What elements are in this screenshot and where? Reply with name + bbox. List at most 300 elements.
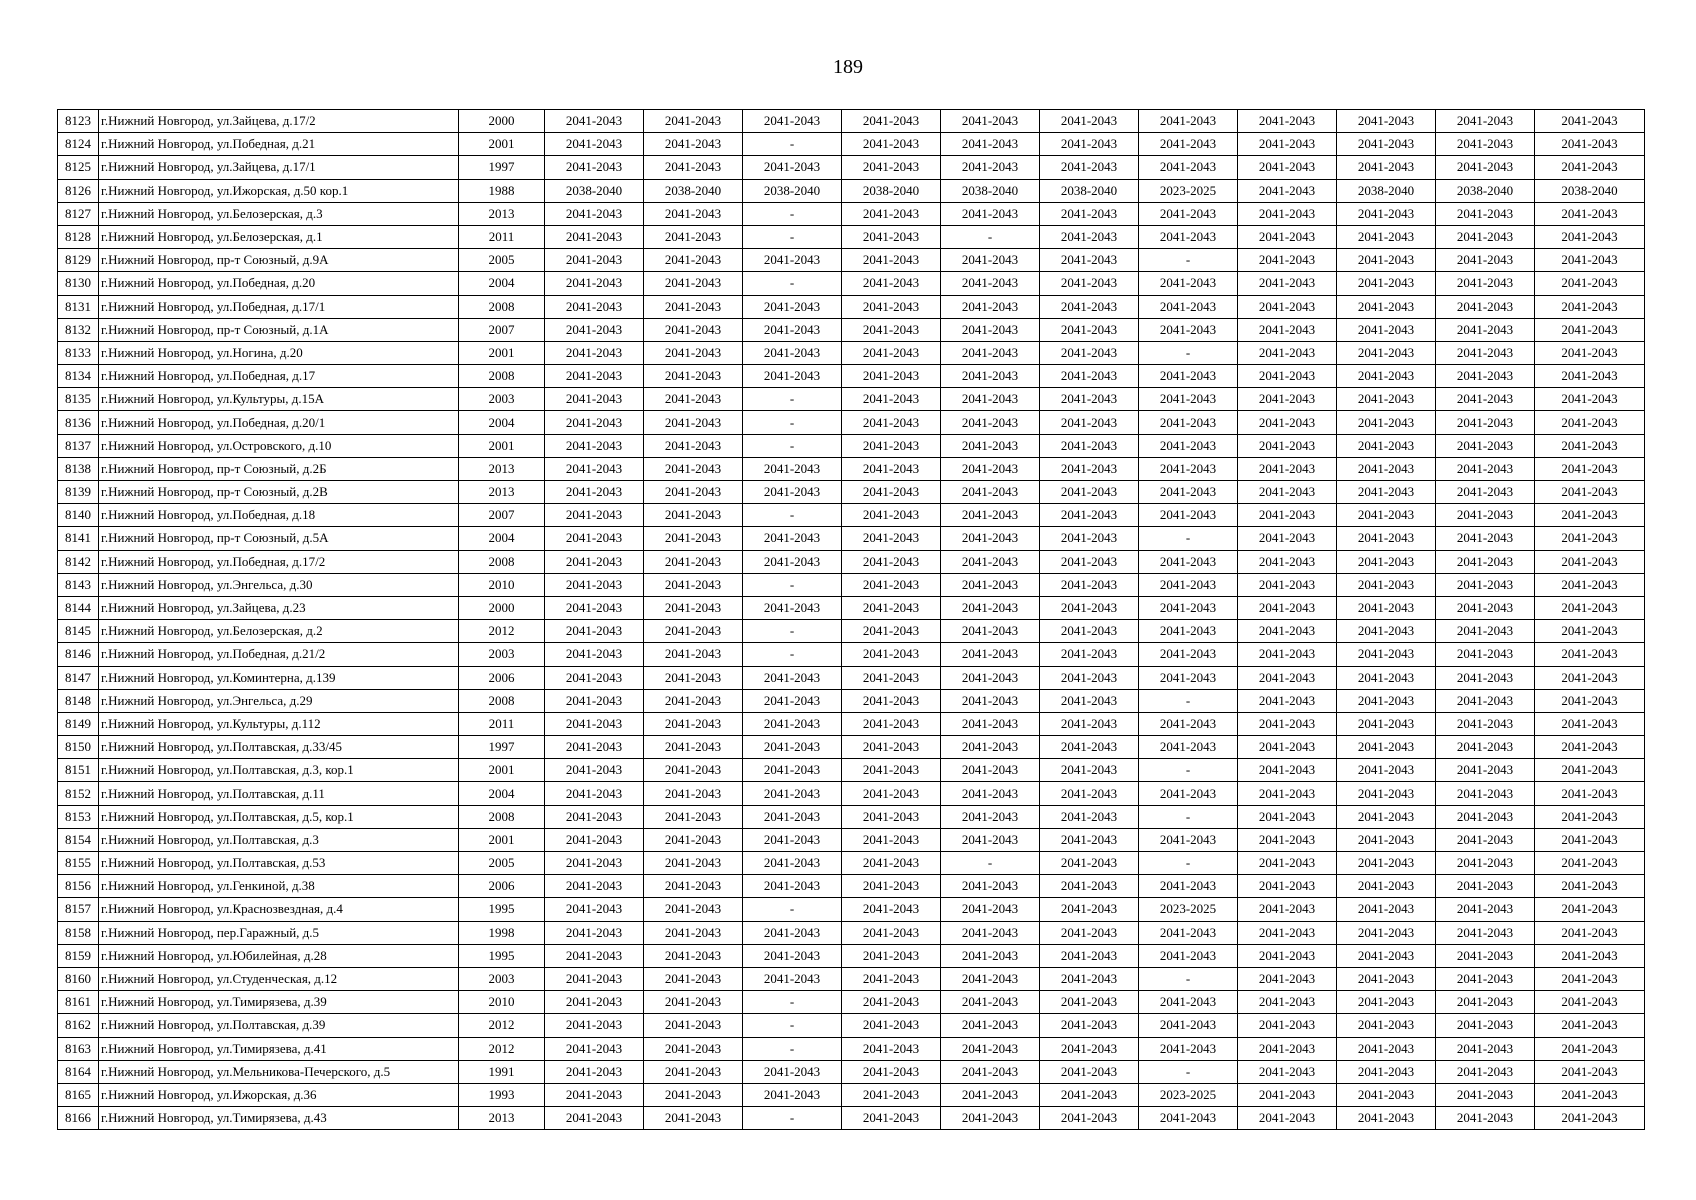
repair-period-cell: 2041-2043 <box>1436 875 1535 898</box>
repair-period-cell: 2041-2043 <box>842 991 941 1014</box>
repair-period-cell: 2041-2043 <box>743 944 842 967</box>
row-number-cell: 8124 <box>58 133 99 156</box>
repair-period-cell: 2041-2043 <box>1436 898 1535 921</box>
table-row <box>58 921 1645 944</box>
row-number-cell: 8136 <box>58 411 99 434</box>
repair-period-cell: 2041-2043 <box>1337 1083 1436 1106</box>
repair-period-cell: 2041-2043 <box>1436 1060 1535 1083</box>
repair-period-cell: 2023-2025 <box>1139 179 1238 202</box>
year-built-cell: 2004 <box>459 272 545 295</box>
repair-period-cell: 2041-2043 <box>842 666 941 689</box>
repair-period-cell: 2041-2043 <box>1238 991 1337 1014</box>
repair-period-cell: - <box>743 620 842 643</box>
repair-period-cell: 2041-2043 <box>1535 225 1645 248</box>
table-row <box>58 967 1645 990</box>
repair-period-cell: 2041-2043 <box>1139 736 1238 759</box>
repair-period-cell: 2041-2043 <box>1139 573 1238 596</box>
repair-period-cell: 2041-2043 <box>842 1037 941 1060</box>
repair-period-cell: 2041-2043 <box>941 1014 1040 1037</box>
repair-period-cell: 2041-2043 <box>1337 921 1436 944</box>
address-cell: г.Нижний Новгород, ул.Культуры, д.112 <box>99 712 459 735</box>
year-built-cell: 2004 <box>459 527 545 550</box>
repair-period-cell: 2023-2025 <box>1139 1083 1238 1106</box>
repair-period-cell: 2041-2043 <box>1436 225 1535 248</box>
repair-period-cell: 2041-2043 <box>1436 504 1535 527</box>
row-number-cell: 8126 <box>58 179 99 202</box>
repair-period-cell: 2041-2043 <box>1337 944 1436 967</box>
repair-period-cell: 2041-2043 <box>743 527 842 550</box>
repair-period-cell: - <box>743 991 842 1014</box>
table-row <box>58 295 1645 318</box>
address-cell: г.Нижний Новгород, ул.Полтавская, д.3, кор.1 <box>99 759 459 782</box>
year-built-cell: 1988 <box>459 179 545 202</box>
year-built-cell: 2008 <box>459 365 545 388</box>
repair-period-cell: 2041-2043 <box>1337 388 1436 411</box>
repair-period-cell: 2041-2043 <box>941 782 1040 805</box>
repair-period-cell: 2041-2043 <box>1238 550 1337 573</box>
repair-period-cell: 2041-2043 <box>1337 898 1436 921</box>
repair-period-cell: 2041-2043 <box>644 1107 743 1130</box>
repair-period-cell: 2041-2043 <box>842 272 941 295</box>
repair-period-cell: 2041-2043 <box>941 434 1040 457</box>
address-cell: г.Нижний Новгород, ул.Зайцева, д.17/1 <box>99 156 459 179</box>
address-cell: г.Нижний Новгород, ул.Ногина, д.20 <box>99 341 459 364</box>
repair-period-cell: 2041-2043 <box>1040 944 1139 967</box>
repair-period-cell: 2041-2043 <box>1436 689 1535 712</box>
repair-period-cell: - <box>743 1037 842 1060</box>
repair-period-cell: 2041-2043 <box>941 504 1040 527</box>
repair-period-cell: 2041-2043 <box>1139 991 1238 1014</box>
repair-period-cell: 2041-2043 <box>941 1060 1040 1083</box>
address-cell: г.Нижний Новгород, ул.Победная, д.17 <box>99 365 459 388</box>
row-number-cell: 8143 <box>58 573 99 596</box>
row-number-cell: 8125 <box>58 156 99 179</box>
repair-period-cell: 2041-2043 <box>1337 666 1436 689</box>
address-cell: г.Нижний Новгород, ул.Мельникова-Печерского, д.5 <box>99 1060 459 1083</box>
year-built-cell: 2008 <box>459 805 545 828</box>
repair-period-cell: 2038-2040 <box>1040 179 1139 202</box>
table-row <box>58 991 1645 1014</box>
repair-period-cell: 2041-2043 <box>1436 596 1535 619</box>
repair-period-cell: 2041-2043 <box>1139 225 1238 248</box>
address-cell: г.Нижний Новгород, ул.Победная, д.17/2 <box>99 550 459 573</box>
repair-period-cell: 2041-2043 <box>1238 341 1337 364</box>
address-cell: г.Нижний Новгород, ул.Полтавская, д.39 <box>99 1014 459 1037</box>
repair-period-cell: 2041-2043 <box>644 828 743 851</box>
repair-period-cell: 2041-2043 <box>842 527 941 550</box>
repair-period-cell: 2041-2043 <box>1238 434 1337 457</box>
repair-period-cell: 2041-2043 <box>941 411 1040 434</box>
address-cell: г.Нижний Новгород, ул.Зайцева, д.17/2 <box>99 110 459 133</box>
repair-period-cell: 2041-2043 <box>545 944 644 967</box>
repair-period-cell: 2041-2043 <box>1535 805 1645 828</box>
repair-period-cell: 2041-2043 <box>644 411 743 434</box>
repair-period-cell: 2041-2043 <box>1436 1083 1535 1106</box>
repair-period-cell: 2041-2043 <box>1436 272 1535 295</box>
repair-period-cell: 2041-2043 <box>644 156 743 179</box>
repair-period-cell: 2041-2043 <box>1436 782 1535 805</box>
repair-period-cell: 2041-2043 <box>1535 596 1645 619</box>
repair-period-cell: 2041-2043 <box>1436 666 1535 689</box>
repair-period-cell: 2041-2043 <box>1139 110 1238 133</box>
repair-period-cell: 2041-2043 <box>545 434 644 457</box>
address-cell: г.Нижний Новгород, ул.Юбилейная, д.28 <box>99 944 459 967</box>
repair-period-cell: 2041-2043 <box>842 388 941 411</box>
table-row <box>58 365 1645 388</box>
repair-period-cell: 2041-2043 <box>842 596 941 619</box>
table-row <box>58 504 1645 527</box>
address-cell: г.Нижний Новгород, ул.Островского, д.10 <box>99 434 459 457</box>
table-row <box>58 481 1645 504</box>
table-row <box>58 527 1645 550</box>
repair-period-cell: 2041-2043 <box>1139 202 1238 225</box>
repair-period-cell: 2041-2043 <box>1040 828 1139 851</box>
repair-period-cell: 2041-2043 <box>1436 967 1535 990</box>
repair-period-cell: 2041-2043 <box>941 272 1040 295</box>
repair-period-cell: 2041-2043 <box>1535 1037 1645 1060</box>
row-number-cell: 8158 <box>58 921 99 944</box>
repair-period-cell: 2038-2040 <box>941 179 1040 202</box>
repair-period-cell: 2041-2043 <box>743 828 842 851</box>
table-row <box>58 249 1645 272</box>
repair-period-cell: 2041-2043 <box>1337 457 1436 480</box>
repair-period-cell: 2041-2043 <box>545 852 644 875</box>
repair-period-cell: 2041-2043 <box>1238 295 1337 318</box>
repair-period-cell: 2041-2043 <box>1337 1037 1436 1060</box>
row-number-cell: 8138 <box>58 457 99 480</box>
repair-period-cell: 2041-2043 <box>545 736 644 759</box>
year-built-cell: 1991 <box>459 1060 545 1083</box>
repair-period-cell: 2041-2043 <box>842 318 941 341</box>
repair-period-cell: 2041-2043 <box>1337 1014 1436 1037</box>
repair-period-cell: 2041-2043 <box>1535 434 1645 457</box>
repair-period-cell: 2041-2043 <box>1535 457 1645 480</box>
repair-period-cell: 2041-2043 <box>1535 944 1645 967</box>
repair-period-cell: 2041-2043 <box>1436 805 1535 828</box>
repair-period-cell: 2041-2043 <box>545 1037 644 1060</box>
repair-period-cell: 2041-2043 <box>743 852 842 875</box>
year-built-cell: 2001 <box>459 341 545 364</box>
table-row <box>58 944 1645 967</box>
repair-period-cell: 2041-2043 <box>644 991 743 1014</box>
repair-period-cell: 2041-2043 <box>1535 272 1645 295</box>
repair-period-cell: 2041-2043 <box>1040 388 1139 411</box>
repair-period-cell: 2041-2043 <box>1337 875 1436 898</box>
repair-period-cell: - <box>1139 852 1238 875</box>
repair-period-cell: 2041-2043 <box>941 1107 1040 1130</box>
repair-period-cell: 2041-2043 <box>545 365 644 388</box>
repair-period-cell: 2041-2043 <box>1040 341 1139 364</box>
repair-period-cell: 2041-2043 <box>1139 481 1238 504</box>
repair-period-cell: 2041-2043 <box>941 133 1040 156</box>
repair-period-cell: 2041-2043 <box>545 202 644 225</box>
table-row <box>58 202 1645 225</box>
table-row <box>58 573 1645 596</box>
repair-period-cell: 2041-2043 <box>1337 991 1436 1014</box>
repair-period-cell: 2038-2040 <box>545 179 644 202</box>
repair-period-cell: 2041-2043 <box>743 341 842 364</box>
repair-period-cell: 2041-2043 <box>1436 736 1535 759</box>
repair-period-cell: 2041-2043 <box>941 828 1040 851</box>
address-cell: г.Нижний Новгород, ул.Студенческая, д.12 <box>99 967 459 990</box>
row-number-cell: 8149 <box>58 712 99 735</box>
repair-period-cell: 2041-2043 <box>743 295 842 318</box>
repair-period-cell: 2041-2043 <box>941 365 1040 388</box>
repair-period-cell: - <box>1139 527 1238 550</box>
repair-period-cell: 2041-2043 <box>1535 991 1645 1014</box>
repair-period-cell: 2041-2043 <box>842 1083 941 1106</box>
repair-period-cell: 2023-2025 <box>1139 898 1238 921</box>
repair-period-cell: 2041-2043 <box>941 736 1040 759</box>
repair-period-cell: 2041-2043 <box>1535 365 1645 388</box>
repair-period-cell: 2041-2043 <box>545 898 644 921</box>
repair-period-cell: 2041-2043 <box>1535 341 1645 364</box>
year-built-cell: 2008 <box>459 295 545 318</box>
year-built-cell: 2004 <box>459 782 545 805</box>
repair-period-cell: 2041-2043 <box>644 527 743 550</box>
row-number-cell: 8128 <box>58 225 99 248</box>
repair-period-cell: 2041-2043 <box>743 365 842 388</box>
repair-period-cell: 2041-2043 <box>1535 712 1645 735</box>
year-built-cell: 2004 <box>459 411 545 434</box>
year-built-cell: 2012 <box>459 620 545 643</box>
repair-period-cell: 2041-2043 <box>545 643 644 666</box>
repair-period-cell: 2041-2043 <box>1238 202 1337 225</box>
repair-period-cell: 2041-2043 <box>1436 573 1535 596</box>
repair-period-cell: 2041-2043 <box>1535 1014 1645 1037</box>
year-built-cell: 1995 <box>459 944 545 967</box>
year-built-cell: 1995 <box>459 898 545 921</box>
repair-period-cell: 2041-2043 <box>1337 759 1436 782</box>
repair-period-cell: 2041-2043 <box>1040 736 1139 759</box>
year-built-cell: 2013 <box>459 202 545 225</box>
repair-period-cell: 2041-2043 <box>1337 133 1436 156</box>
repair-period-cell: 2041-2043 <box>1040 295 1139 318</box>
repair-period-cell: 2041-2043 <box>1040 1060 1139 1083</box>
row-number-cell: 8139 <box>58 481 99 504</box>
row-number-cell: 8132 <box>58 318 99 341</box>
repair-period-cell: 2041-2043 <box>644 782 743 805</box>
repair-period-cell: 2041-2043 <box>743 550 842 573</box>
row-number-cell: 8164 <box>58 1060 99 1083</box>
repair-period-cell: 2041-2043 <box>1337 689 1436 712</box>
address-cell: г.Нижний Новгород, ул.Полтавская, д.5, кор.1 <box>99 805 459 828</box>
repair-period-cell: 2041-2043 <box>1040 411 1139 434</box>
address-cell: г.Нижний Новгород, ул.Полтавская, д.33/45 <box>99 736 459 759</box>
repair-period-cell: 2041-2043 <box>1535 620 1645 643</box>
repair-period-cell: 2041-2043 <box>842 110 941 133</box>
repair-period-cell: 2041-2043 <box>842 828 941 851</box>
row-number-cell: 8159 <box>58 944 99 967</box>
year-built-cell: 1993 <box>459 1083 545 1106</box>
repair-period-cell: 2038-2040 <box>842 179 941 202</box>
repair-period-cell: 2041-2043 <box>1436 852 1535 875</box>
repair-period-cell: 2041-2043 <box>1040 550 1139 573</box>
repair-period-cell: 2041-2043 <box>1238 759 1337 782</box>
repair-period-cell: 2041-2043 <box>941 388 1040 411</box>
row-number-cell: 8130 <box>58 272 99 295</box>
repair-period-cell: 2041-2043 <box>1436 318 1535 341</box>
repair-period-cell: 2041-2043 <box>644 341 743 364</box>
repair-period-cell: 2041-2043 <box>1139 596 1238 619</box>
table-row <box>58 133 1645 156</box>
repair-period-cell: 2041-2043 <box>644 898 743 921</box>
table-row <box>58 782 1645 805</box>
address-cell: г.Нижний Новгород, ул.Тимирязева, д.39 <box>99 991 459 1014</box>
address-cell: г.Нижний Новгород, ул.Тимирязева, д.41 <box>99 1037 459 1060</box>
repair-period-cell: 2041-2043 <box>1238 736 1337 759</box>
repair-period-cell: 2041-2043 <box>842 202 941 225</box>
repair-period-cell: 2041-2043 <box>842 805 941 828</box>
repair-period-cell: 2041-2043 <box>1238 411 1337 434</box>
year-built-cell: 2003 <box>459 967 545 990</box>
year-built-cell: 2011 <box>459 712 545 735</box>
table-row <box>58 225 1645 248</box>
repair-period-cell: 2041-2043 <box>1436 365 1535 388</box>
repair-period-cell: 2041-2043 <box>1238 365 1337 388</box>
repair-period-cell: 2041-2043 <box>1139 828 1238 851</box>
repair-period-cell: 2041-2043 <box>842 573 941 596</box>
repair-period-cell: 2041-2043 <box>1535 550 1645 573</box>
table-row <box>58 875 1645 898</box>
repair-period-cell: 2041-2043 <box>743 318 842 341</box>
repair-period-cell: 2041-2043 <box>743 712 842 735</box>
repair-period-cell: 2041-2043 <box>1337 620 1436 643</box>
repair-period-cell: 2041-2043 <box>1436 133 1535 156</box>
repair-period-cell: 2041-2043 <box>545 225 644 248</box>
year-built-cell: 2012 <box>459 1037 545 1060</box>
repair-period-cell: 2041-2043 <box>545 828 644 851</box>
table-row <box>58 596 1645 619</box>
repair-period-cell: 2041-2043 <box>941 481 1040 504</box>
table-row <box>58 1014 1645 1037</box>
year-built-cell: 2000 <box>459 596 545 619</box>
address-cell: г.Нижний Новгород, ул.Тимирязева, д.43 <box>99 1107 459 1130</box>
repair-period-cell: 2041-2043 <box>743 782 842 805</box>
repair-period-cell: 2041-2043 <box>1238 828 1337 851</box>
repair-period-cell: 2041-2043 <box>842 1014 941 1037</box>
repair-period-cell: 2041-2043 <box>644 967 743 990</box>
repair-period-cell: 2041-2043 <box>1535 527 1645 550</box>
repair-period-cell: 2041-2043 <box>743 666 842 689</box>
repair-period-cell: 2041-2043 <box>545 411 644 434</box>
repair-period-cell: 2041-2043 <box>1436 620 1535 643</box>
repair-period-cell: 2041-2043 <box>1040 225 1139 248</box>
year-built-cell: 2006 <box>459 875 545 898</box>
repair-period-cell: 2041-2043 <box>1337 318 1436 341</box>
year-built-cell: 1997 <box>459 156 545 179</box>
repair-period-cell: 2041-2043 <box>1238 782 1337 805</box>
repair-period-cell: 2041-2043 <box>1337 411 1436 434</box>
year-built-cell: 2013 <box>459 457 545 480</box>
repair-period-cell: 2041-2043 <box>1535 689 1645 712</box>
repair-period-cell: 2041-2043 <box>1139 457 1238 480</box>
repair-period-cell: 2041-2043 <box>545 388 644 411</box>
row-number-cell: 8141 <box>58 527 99 550</box>
page-number: 189 <box>833 56 863 78</box>
repair-period-cell: - <box>743 133 842 156</box>
row-number-cell: 8135 <box>58 388 99 411</box>
address-cell: г.Нижний Новгород, ул.Зайцева, д.23 <box>99 596 459 619</box>
repair-period-cell: 2041-2043 <box>1040 689 1139 712</box>
row-number-cell: 8153 <box>58 805 99 828</box>
repair-period-cell: 2041-2043 <box>1337 341 1436 364</box>
repair-period-cell: 2041-2043 <box>1139 411 1238 434</box>
table-row <box>58 759 1645 782</box>
repair-period-cell: 2041-2043 <box>1238 805 1337 828</box>
repair-period-cell: 2041-2043 <box>1436 341 1535 364</box>
repair-period-cell: 2041-2043 <box>545 620 644 643</box>
row-number-cell: 8148 <box>58 689 99 712</box>
repair-period-cell: 2041-2043 <box>1238 1014 1337 1037</box>
repair-period-cell: 2041-2043 <box>1139 1014 1238 1037</box>
repair-period-cell: 2041-2043 <box>644 318 743 341</box>
address-cell: г.Нижний Новгород, ул.Победная, д.20 <box>99 272 459 295</box>
repair-period-cell: 2041-2043 <box>941 527 1040 550</box>
repair-period-cell: 2041-2043 <box>1337 295 1436 318</box>
repair-period-cell: 2041-2043 <box>644 736 743 759</box>
repair-period-cell: 2041-2043 <box>1040 921 1139 944</box>
address-cell: г.Нижний Новгород, ул.Победная, д.18 <box>99 504 459 527</box>
repair-period-cell: - <box>1139 759 1238 782</box>
repair-period-cell: 2041-2043 <box>1436 411 1535 434</box>
table-row <box>58 620 1645 643</box>
repair-period-cell: 2041-2043 <box>941 295 1040 318</box>
address-cell: г.Нижний Новгород, ул.Краснозвездная, д.4 <box>99 898 459 921</box>
repair-period-cell: 2041-2043 <box>644 388 743 411</box>
year-built-cell: 2006 <box>459 666 545 689</box>
repair-period-cell: 2041-2043 <box>743 457 842 480</box>
repair-period-cell: 2041-2043 <box>1436 1014 1535 1037</box>
repair-period-cell: 2041-2043 <box>644 1060 743 1083</box>
repair-period-cell: 2041-2043 <box>842 944 941 967</box>
repair-period-cell: 2041-2043 <box>1238 898 1337 921</box>
repair-period-cell: 2041-2043 <box>1238 481 1337 504</box>
repair-period-cell: 2041-2043 <box>1436 295 1535 318</box>
repair-period-cell: 2041-2043 <box>1238 875 1337 898</box>
repair-period-cell: 2041-2043 <box>644 133 743 156</box>
repair-period-cell: 2041-2043 <box>1040 967 1139 990</box>
row-number-cell: 8156 <box>58 875 99 898</box>
repair-period-cell: 2041-2043 <box>1238 596 1337 619</box>
repair-period-cell: 2041-2043 <box>1337 504 1436 527</box>
repair-period-cell: 2041-2043 <box>1535 759 1645 782</box>
repair-period-cell: 2041-2043 <box>941 898 1040 921</box>
repair-period-cell: 2041-2043 <box>1040 504 1139 527</box>
row-number-cell: 8134 <box>58 365 99 388</box>
repair-period-cell: 2041-2043 <box>1535 504 1645 527</box>
year-built-cell: 2001 <box>459 133 545 156</box>
repair-period-cell: 2041-2043 <box>545 805 644 828</box>
repair-period-cell: 2041-2043 <box>842 898 941 921</box>
repair-period-cell: 2041-2043 <box>644 504 743 527</box>
repair-period-cell: 2041-2043 <box>644 1037 743 1060</box>
repair-period-cell: 2041-2043 <box>1337 110 1436 133</box>
repair-period-cell: 2041-2043 <box>941 991 1040 1014</box>
repair-period-cell: 2041-2043 <box>1337 225 1436 248</box>
repair-period-cell: 2041-2043 <box>941 805 1040 828</box>
repair-period-cell: 2041-2043 <box>743 967 842 990</box>
repair-period-cell: 2041-2043 <box>743 1060 842 1083</box>
repair-period-cell: 2041-2043 <box>545 295 644 318</box>
repair-period-cell: 2041-2043 <box>1337 782 1436 805</box>
repair-period-cell: 2041-2043 <box>1040 875 1139 898</box>
row-number-cell: 8163 <box>58 1037 99 1060</box>
repair-period-cell: 2041-2043 <box>842 481 941 504</box>
repair-period-cell: 2041-2043 <box>842 411 941 434</box>
repair-period-cell: 2041-2043 <box>545 249 644 272</box>
repair-period-cell: 2041-2043 <box>941 643 1040 666</box>
